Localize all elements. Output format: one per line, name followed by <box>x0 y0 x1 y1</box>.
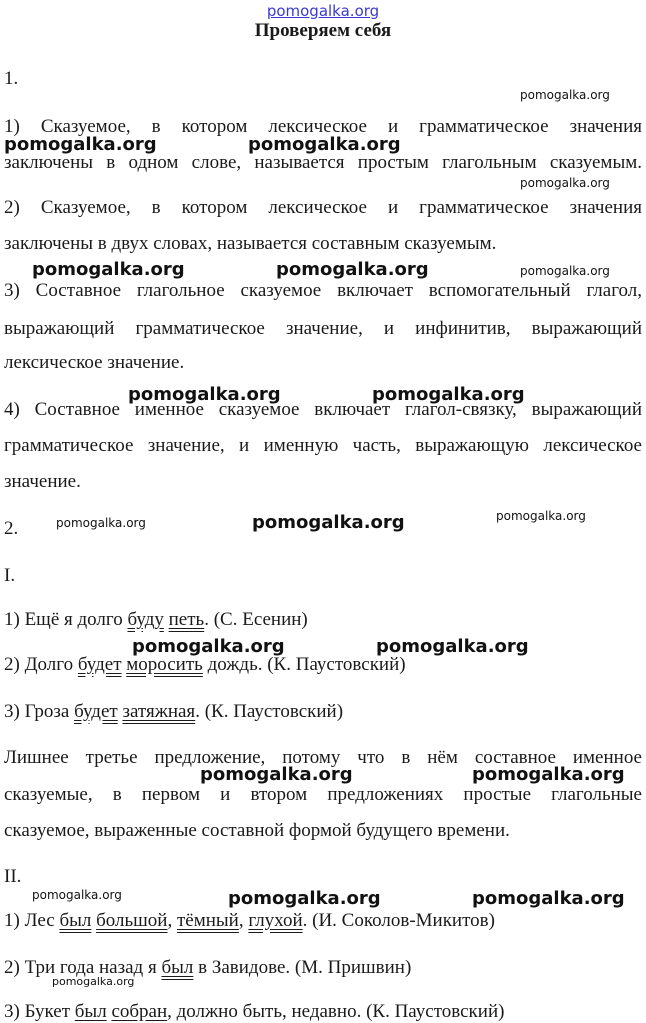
predicate-word: тёмный <box>176 910 239 931</box>
predicate-word: петь <box>168 609 205 630</box>
sentence-text: 1) Лес <box>4 910 60 931</box>
sentence-text: . (К. Паустовский) <box>195 701 344 722</box>
sentence-text: 2) Три года назад я <box>4 957 162 978</box>
part-2-sentence-1 <box>4 910 495 932</box>
part-1-sentence-1 <box>4 609 308 631</box>
section-1-line-6: выражающий грамматическое значение, и инфинитив, выражающий <box>4 318 642 339</box>
watermark: pomogalka.org <box>56 516 146 530</box>
part-1-roman: I. <box>4 565 16 586</box>
predicate-word: был <box>59 910 92 931</box>
sentence-text: . (И. Соколов-Микитов) <box>302 910 495 931</box>
sentence-text: 3) Букет <box>4 1001 75 1022</box>
site-header-link[interactable]: pomogalka.org <box>266 2 380 20</box>
section-1-line-2: заключены в одном слове, называется простым глагольным сказуемым. <box>4 152 642 173</box>
watermark: pomogalka.org <box>4 134 157 155</box>
predicate-word: был <box>74 1001 107 1022</box>
watermark: pomogalka.org <box>252 512 405 533</box>
section-1-line-9: грамматическое значение, и именную часть, выражающую лексическое <box>4 435 642 456</box>
sentence-text: 1) Ещё я долго <box>4 609 128 630</box>
watermark: pomogalka.org <box>520 264 610 278</box>
watermark: pomogalka.org <box>32 888 122 902</box>
watermark: pomogalka.org <box>132 636 285 657</box>
section-2-number: 2. <box>4 518 19 539</box>
watermark: pomogalka.org <box>32 259 185 280</box>
watermark: pomogalka.org <box>228 888 381 909</box>
section-1-line-3: 2) Сказуемое, в котором лексическое и грамматическое значения <box>4 197 642 218</box>
explanation-line-3: сказуемое, выраженные составной формой будущего времени. <box>4 820 510 841</box>
sentence-text: в Завидове. (М. Пришвин) <box>193 957 412 978</box>
predicate-word: будет <box>74 701 118 722</box>
predicate-word: глухой <box>248 910 303 931</box>
section-1-line-4: заключены в двух словах, называется составным сказуемым. <box>4 233 497 254</box>
page-title: Проверяем себя <box>254 20 392 41</box>
section-1-line-1: 1) Сказуемое, в котором лексическое и грамматическое значения <box>4 116 642 137</box>
comma: , <box>167 910 177 931</box>
watermark: pomogalka.org <box>496 509 586 523</box>
watermark: pomogalka.org <box>128 384 281 405</box>
section-1-line-5: 3) Составное глагольное сказуемое включает вспомогательный глагол, <box>4 280 642 301</box>
watermark: pomogalka.org <box>472 764 625 785</box>
predicate-word: большой <box>96 910 168 931</box>
watermark: pomogalka.org <box>372 384 525 405</box>
sentence-text: 3) Гроза <box>4 701 75 722</box>
predicate-word: моросить <box>126 654 203 675</box>
section-1-line-8: 4) Составное именное сказуемое включает глагол-связку, выражающий <box>4 399 642 420</box>
predicate-word: буду <box>127 609 164 630</box>
watermark: pomogalka.org <box>276 259 429 280</box>
section-1-line-7: лексическое значение. <box>4 352 185 373</box>
part-1-sentence-3 <box>4 701 343 723</box>
predicate-word: будет <box>77 654 122 675</box>
sentence-text: . (С. Есенин) <box>204 609 308 630</box>
watermark: pomogalka.org <box>472 888 625 909</box>
predicate-word: затяжная <box>122 701 196 722</box>
sentence-text: , должно быть, недавно. (К. Паустовский) <box>167 1001 505 1022</box>
section-1-number: 1. <box>4 68 19 89</box>
part-1-sentence-2 <box>4 654 406 676</box>
watermark: pomogalka.org <box>52 975 135 988</box>
predicate-word: был <box>161 957 194 978</box>
explanation-line-1: Лишнее третье предложение, потому что в нём составное именное <box>4 747 642 768</box>
watermark: pomogalka.org <box>248 134 401 155</box>
part-2-sentence-3 <box>4 1001 504 1023</box>
comma: , <box>238 910 249 931</box>
watermark: pomogalka.org <box>200 764 353 785</box>
watermark: pomogalka.org <box>520 88 610 102</box>
sentence-text: дождь. (К. Паустовский) <box>202 654 406 675</box>
sentence-text: 2) Долго <box>4 654 78 675</box>
part-2-roman: II. <box>4 866 22 887</box>
watermark: pomogalka.org <box>520 176 610 190</box>
explanation-line-2: сказуемые, в первом и втором предложениях простые глагольные <box>4 784 642 805</box>
predicate-word: собран <box>111 1001 168 1022</box>
watermark: pomogalka.org <box>376 636 529 657</box>
section-1-line-10: значение. <box>4 471 81 492</box>
